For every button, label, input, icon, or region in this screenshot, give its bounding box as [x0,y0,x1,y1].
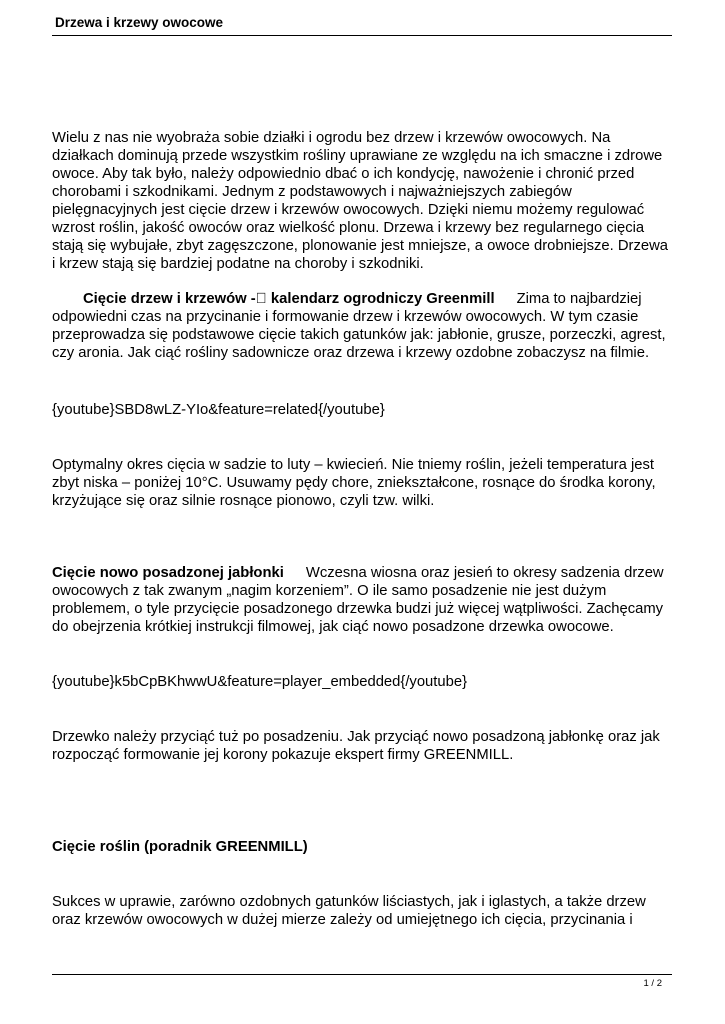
page-number: 1 / 2 [643,978,662,989]
page-header [52,14,672,36]
article-body [52,129,674,929]
section-heading-plant-pruning-guide: Cięcie roślin (poradnik GREENMILL) [52,839,308,855]
optimal-period-paragraph: Optymalny okres cięcia w sadzie to luty – kwiecień. Nie tniemy roślin, jeżeli temperatura jest zbyt niska – poniżej 10°C. Usuwamy pędy chore, zniekształcone, rosnące do środka korony, krzyżujące się oraz silnie rosnące pionowo, czyli tzw. wilki. [52,457,656,509]
section-heading-pruning-calendar: Cięcie drzew i krzewów - kalendarz ogrodniczy Greenmill [83,291,484,307]
section-heading-new-apple-tree: Cięcie nowo posadzonej jabłonki [52,565,284,581]
section-text-plant-pruning-guide: Sukces w uprawie, zarówno ozdobnych gatunków liściastych, jak i iglastych, a także drzew oraz krzewów owocowych w dużej mierze zależy od umiejętnego ich cięcia, przycinania i [52,894,646,928]
section-text-pruning-calendar: Zima to najbardziej odpowiedni czas na przycinanie i formowanie drzew i krzewów owocowych. W tym czasie przeprowadza się podstawowe cięcie takich gatunków jak: jabłonie, grusze, porzeczki, agrest, czy aronia. Jak ciąć rośliny sadownicze oraz drzewa i krzewy ozdobne zobaczysz na filmie. [52,291,666,361]
page-footer [52,974,672,989]
section-pruning-calendar [52,290,674,362]
youtube-embed-code-1: {youtube}SBD8wLZ-YIo&feature=related{/youtube} [52,402,385,418]
intro-paragraph: Wielu z nas nie wyobraża sobie działki i ogrodu bez drzew i krzewów owocowych. Na działkach dominują przede wszystkim rośliny uprawiane ze względu na ich smaczne i zdrowe owoce. Aby tak było, należy odpowiednio dbać o ich kondycję, nawożenie i chronić przed chorobami i szkodnikami. Jednym z podstawowych i najważniejszych zabiegów pielęgnacyjnych jest cięcie drzew i krzewów owocowych. Dzięki niemu możemy regulować wzrost roślin, jakość owoców oraz wielkość plonu. Drzewa i krzewy bez regularnego cięcia stają się wybujałe, zbyt zagęszczone, plonowanie jest mniejsze, a owoce drobniejsze. Drzewa i krzew stają się bardziej podatne na choroby i szkodniki. [52,130,669,272]
section-new-apple-tree [52,564,674,636]
after-planting-paragraph: Drzewko należy przyciąć tuż po posadzeniu. Jak przyciąć nowo posadzoną jabłonkę oraz jak rozpocząć formowanie jej korony pokazuje ekspert firmy GREENMILL. [52,729,660,763]
section-text-new-apple-tree: Wczesna wiosna oraz jesień to okresy sadzenia drzew owocowych z tak zwanym „nagim korzeniem”. O ile samo posadzenie nie jest dużym problemem, o tyle przycięcie posadzonego drzewka budzi już więcej wątpliwości. Zachęcamy do obejrzenia krótkiej instrukcji filmowej, jak ciąć nowo posadzone drzewka owocowe. [52,565,664,635]
document-title: Drzewa i krzewy owocowe [55,15,224,30]
youtube-embed-code-2: {youtube}k5bCpBKhwwU&feature=player_embedded{/youtube} [52,674,468,690]
